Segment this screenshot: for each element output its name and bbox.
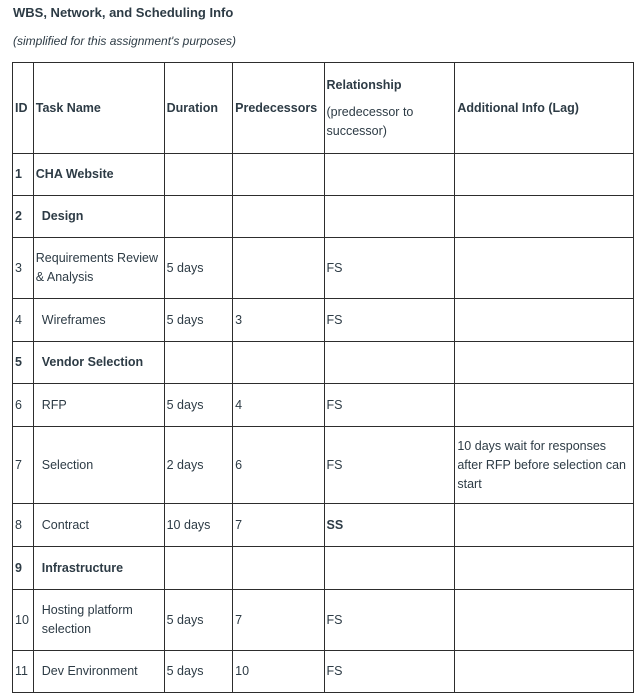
row-additional-info (455, 238, 634, 299)
row-predecessors (233, 238, 324, 299)
row-task-name: Infrastructure (33, 547, 164, 590)
row-relationship: SS (324, 504, 455, 547)
table-row (13, 299, 634, 342)
row-additional-info (455, 547, 634, 590)
relationship-header-note: (predecessor to successor) (326, 104, 414, 138)
row-task-name: Wireframes (33, 299, 164, 342)
row-relationship (324, 154, 455, 196)
row-task-name: Hosting platform selection (33, 590, 164, 651)
row-id: 4 (13, 299, 34, 342)
row-id: 2 (13, 196, 34, 238)
row-duration (164, 196, 233, 238)
table-row (13, 384, 634, 427)
table-row (13, 342, 634, 384)
row-predecessors: 3 (233, 299, 324, 342)
row-duration (164, 342, 233, 384)
row-predecessors: 4 (233, 384, 324, 427)
page-subtitle: (simplified for this assignment's purposes) (13, 34, 237, 48)
row-id: 1 (13, 154, 34, 196)
row-duration (164, 547, 233, 590)
row-additional-info (455, 384, 634, 427)
row-task-name: RFP (33, 384, 164, 427)
row-additional-info (455, 342, 634, 384)
row-task-name: CHA Website (33, 154, 164, 196)
row-predecessors (233, 154, 324, 196)
row-task-name: Design (33, 196, 164, 238)
row-additional-info (455, 504, 634, 547)
row-predecessors: 6 (233, 427, 324, 504)
row-task-name: Selection (33, 427, 164, 504)
row-duration: 10 days (164, 504, 233, 547)
relationship-header-label: Relationship (326, 77, 402, 92)
table-header-row (13, 63, 634, 154)
row-additional-info (455, 590, 634, 651)
row-predecessors (233, 196, 324, 238)
row-predecessors (233, 547, 324, 590)
wbs-table (12, 62, 634, 693)
row-relationship: FS (324, 384, 455, 427)
page-title: WBS, Network, and Scheduling Info (13, 5, 234, 20)
row-duration: 5 days (164, 238, 233, 299)
row-relationship: FS (324, 590, 455, 651)
row-id: 3 (13, 238, 34, 299)
row-relationship (324, 196, 455, 238)
table-row (13, 154, 634, 196)
row-predecessors: 7 (233, 504, 324, 547)
row-additional-info (455, 196, 634, 238)
row-additional-info (455, 154, 634, 196)
row-duration: 2 days (164, 427, 233, 504)
row-id: 6 (13, 384, 34, 427)
row-relationship: FS (324, 427, 455, 504)
column-header-task-name: Task Name (33, 63, 164, 154)
row-task-name: Requirements Review & Analysis (33, 238, 164, 299)
table-row (13, 590, 634, 651)
row-relationship (324, 342, 455, 384)
row-additional-info: 10 days wait for responses after RFP before selection can start (455, 427, 634, 504)
row-predecessors: 10 (233, 651, 324, 693)
row-task-name: Dev Environment (33, 651, 164, 693)
column-header-predecessors: Predecessors (233, 63, 324, 154)
column-header-id: ID (13, 63, 34, 154)
column-header-additional-info: Additional Info (Lag) (455, 63, 634, 154)
row-additional-info (455, 299, 634, 342)
row-id: 9 (13, 547, 34, 590)
row-predecessors: 7 (233, 590, 324, 651)
column-header-relationship (324, 63, 455, 154)
table-row (13, 238, 634, 299)
table-row (13, 196, 634, 238)
column-header-duration: Duration (164, 63, 233, 154)
row-duration: 5 days (164, 651, 233, 693)
row-id: 5 (13, 342, 34, 384)
row-id: 10 (13, 590, 34, 651)
row-duration: 5 days (164, 590, 233, 651)
row-task-name: Contract (33, 504, 164, 547)
row-id: 7 (13, 427, 34, 504)
row-relationship (324, 547, 455, 590)
table-row (13, 504, 634, 547)
row-duration (164, 154, 233, 196)
row-additional-info (455, 651, 634, 693)
row-duration: 5 days (164, 299, 233, 342)
table-row (13, 651, 634, 693)
row-relationship: FS (324, 651, 455, 693)
table-row (13, 427, 634, 504)
row-id: 11 (13, 651, 34, 693)
row-predecessors (233, 342, 324, 384)
row-relationship: FS (324, 299, 455, 342)
row-duration: 5 days (164, 384, 233, 427)
table-row (13, 547, 634, 590)
row-relationship: FS (324, 238, 455, 299)
row-task-name: Vendor Selection (33, 342, 164, 384)
row-id: 8 (13, 504, 34, 547)
